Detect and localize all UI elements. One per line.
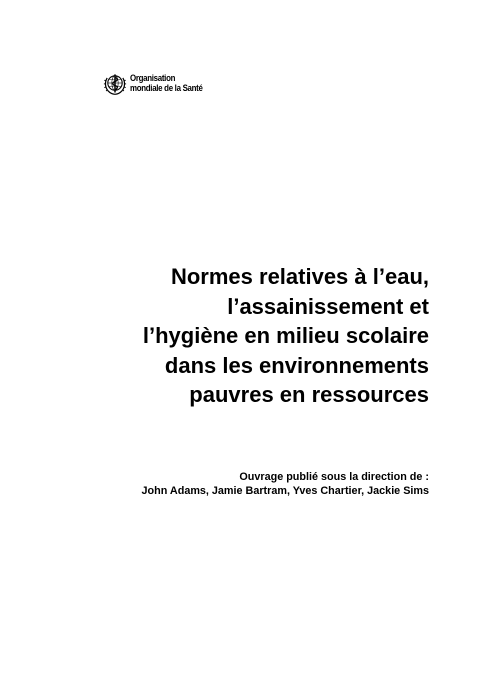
who-emblem-icon — [103, 72, 127, 96]
editors-names: John Adams, Jamie Bartram, Yves Chartier, Jackie Sims — [141, 485, 429, 497]
title-line: pauvres en ressources — [189, 382, 429, 407]
title-line: l’hygiène en milieu scolaire — [142, 323, 429, 348]
title-line: l’assainissement et — [227, 293, 429, 319]
editors-credit — [142, 470, 429, 498]
organization-name — [130, 74, 203, 93]
title-line: Normes relatives à l’eau, — [170, 264, 429, 289]
who-logo — [103, 72, 214, 96]
organization-name-line2: mondiale de la Santé — [130, 83, 203, 93]
organization-name-line1: Organisation — [130, 73, 176, 84]
document-title — [143, 262, 429, 410]
editors-intro: Ouvrage publié sous la direction de : — [239, 471, 429, 483]
title-line: dans les environnements — [164, 352, 429, 378]
